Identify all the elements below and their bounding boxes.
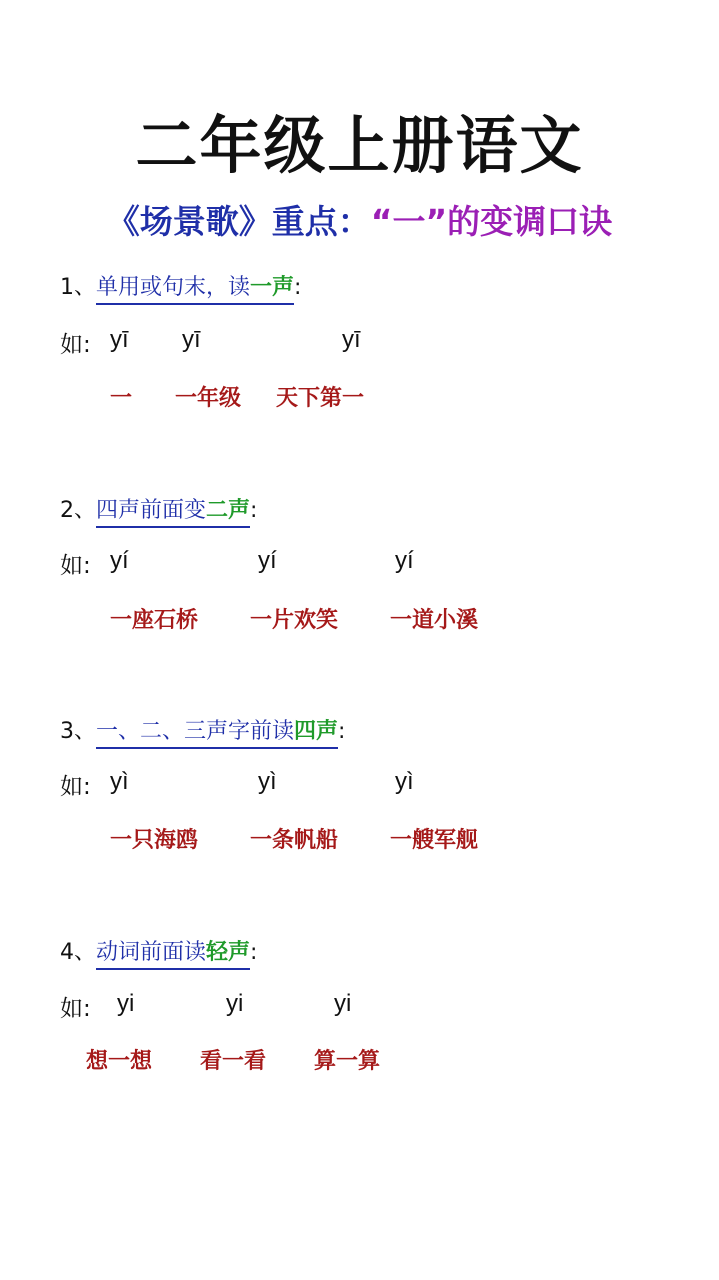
section-1-pinyin-1: yī xyxy=(110,326,129,353)
section-3-word-2: 一条帆船 xyxy=(250,828,339,853)
section-1-rule: 单用或句末，读 xyxy=(96,275,251,300)
section-3-heading xyxy=(60,714,345,745)
section-1-number: 1、 xyxy=(60,275,96,300)
section-1-pinyin-2: yī xyxy=(182,326,201,353)
page-subtitle xyxy=(0,196,719,243)
section-2-rule: 四声前面变 xyxy=(96,498,207,523)
section-3-tone: 四声 xyxy=(294,719,339,744)
section-2-heading xyxy=(60,493,257,524)
section-2-colon: : xyxy=(250,498,258,523)
section-2-tone: 二声 xyxy=(206,498,251,523)
section-1-colon: : xyxy=(294,275,302,300)
section-3-pinyin-1: yì xyxy=(110,768,129,795)
section-1-word-2: 一年级 xyxy=(175,386,242,411)
section-3-rule: 一、二、三声字前读 xyxy=(96,719,295,744)
section-2-pinyin-2: yí xyxy=(258,547,277,574)
section-3-ru-label: 如: xyxy=(60,774,91,800)
section-4-word-1: 想一想 xyxy=(86,1049,153,1074)
section-2-word-1: 一座石桥 xyxy=(110,608,199,633)
section-2-word-2: 一片欢笑 xyxy=(250,608,339,633)
section-1-pinyin-3: yī xyxy=(342,326,361,353)
section-3-word-1: 一只海鸥 xyxy=(110,828,199,853)
section-2-pinyin-3: yí xyxy=(395,547,414,574)
section-4-tone: 轻声 xyxy=(206,940,251,965)
section-2-ru-label: 如: xyxy=(60,553,91,579)
section-4-ru-label: 如: xyxy=(60,996,91,1022)
section-3-word-3: 一艘军舰 xyxy=(390,828,479,853)
page-title: 二年级上册语文 xyxy=(135,109,584,182)
section-1-word-3: 天下第一 xyxy=(276,386,365,411)
section-4-word-3: 算一算 xyxy=(314,1049,381,1074)
section-3-colon: : xyxy=(338,719,346,744)
section-1-ru-label: 如: xyxy=(60,332,91,358)
section-4-heading xyxy=(60,935,257,966)
section-2-word-3: 一道小溪 xyxy=(390,608,479,633)
section-3-pinyin-3: yì xyxy=(395,768,414,795)
section-3-pinyin-2: yì xyxy=(258,768,277,795)
section-1-tone: 一声 xyxy=(250,275,295,300)
subtitle-topic: “一”的变调口诀 xyxy=(370,202,613,241)
section-4-pinyin-2: yi xyxy=(226,990,244,1017)
subtitle-lesson: 《场景歌》重点： xyxy=(106,202,371,241)
section-4-pinyin-3: yi xyxy=(334,990,352,1017)
section-4-pinyin-1: yi xyxy=(117,990,135,1017)
section-2-pinyin-1: yí xyxy=(110,547,129,574)
section-4-colon: : xyxy=(250,940,258,965)
section-4-number: 4、 xyxy=(60,940,96,965)
section-4-word-2: 看一看 xyxy=(200,1049,267,1074)
section-2-number: 2、 xyxy=(60,498,96,523)
section-4-rule: 动词前面读 xyxy=(96,940,207,965)
section-1-heading xyxy=(60,270,301,301)
section-1-word-1: 一 xyxy=(110,386,133,411)
section-3-number: 3、 xyxy=(60,719,96,744)
